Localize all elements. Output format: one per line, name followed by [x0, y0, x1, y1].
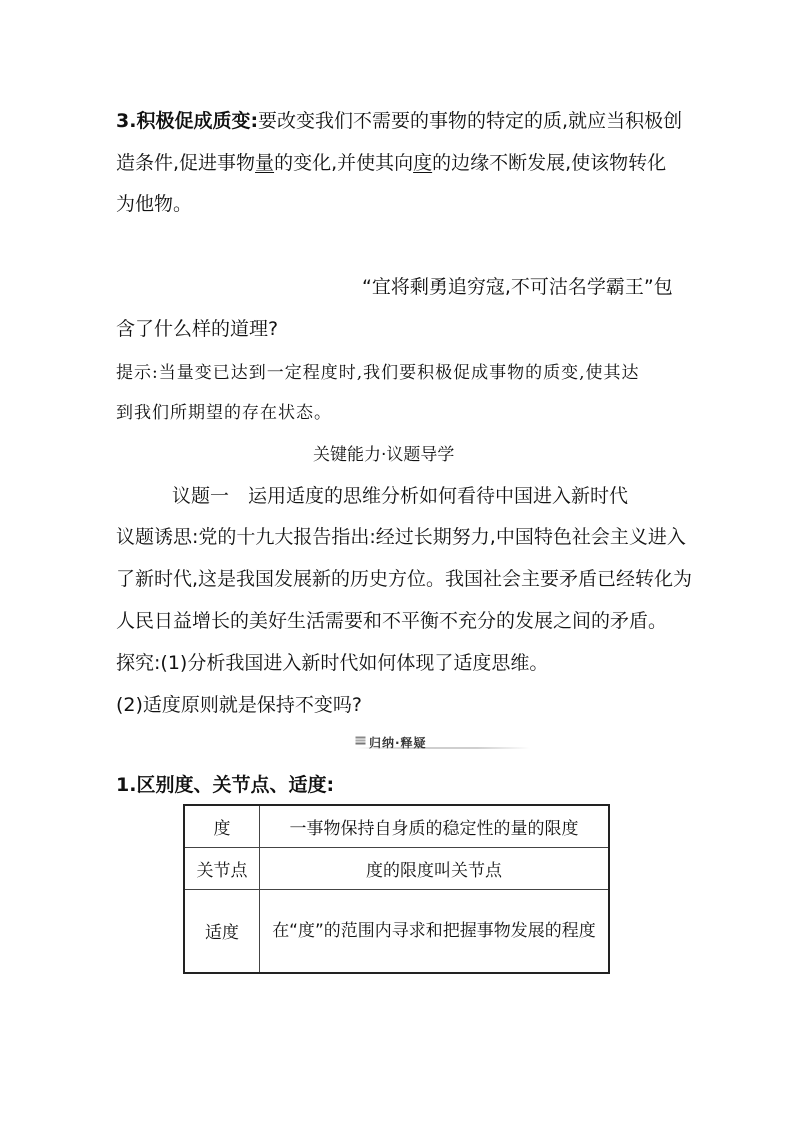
table-row: [184, 805, 609, 847]
section3-line1-text: 要改变我们不需要的事物的特定的质,就应当积极创: [258, 110, 683, 132]
table-term-cell: 关节点: [184, 847, 260, 889]
section3-line2-part-c: 的边缘不断发展,使该物转化: [432, 152, 667, 174]
section3-line2-part-a: 造条件,促进事物: [116, 152, 256, 174]
table-definition-cell: 度的限度叫关节点: [260, 847, 610, 889]
section3-underlined-quantity: 量: [255, 152, 275, 174]
table-definition-text: 在“度”的范围内寻求和把握事物发展的程度: [272, 920, 596, 941]
section3-line2-part-b: 的变化,并使其向: [274, 152, 414, 174]
topic-intro-line1: 议题诱思:党的十九大报告指出:经过长期努力,中国特色社会主义进入: [116, 526, 686, 548]
hint-line2: 到我们所期望的存在状态。: [116, 403, 332, 423]
topic-explore-2: (2)适度原则就是保持不变吗?: [116, 694, 362, 716]
question-line1: “宜将剩勇追穷寇,不可沽名学霸王”包: [362, 276, 673, 298]
degree-comparison-table: [183, 804, 610, 974]
badge-label: 归纳·释疑: [369, 736, 427, 750]
section3-underlined-degree: 度: [413, 152, 433, 174]
table-definition-cell: 一事物保持自身质的稳定性的量的限度: [260, 805, 610, 847]
table-row: [184, 889, 609, 973]
section3-line1: [116, 106, 682, 133]
summary-heading: 1.区别度、关节点、适度:: [116, 774, 335, 796]
table-row: [184, 847, 609, 889]
table-term-cell: 适度: [184, 889, 260, 973]
section3-line3: 为他物。: [116, 193, 193, 215]
topic-explore-1: 探究:(1)分析我国进入新时代如何体现了适度思维。: [116, 652, 549, 674]
book-stack-icon: [355, 736, 366, 745]
topic-intro-line3: 人民日益增长的美好生活需要和不平衡不充分的发展之间的矛盾。: [116, 610, 668, 632]
hint-line1: 提示:当量变已达到一定程度时,我们要积极促成事物的质变,使其达: [116, 363, 640, 383]
table-term-cell: 度: [184, 805, 260, 847]
section3-prefix: 3.积极促成质变:: [116, 110, 259, 132]
question-line2: 含了什么样的道理?: [116, 318, 279, 340]
section3-line2: [116, 148, 666, 175]
table-definition-cell: [260, 889, 610, 973]
summary-badge: [355, 734, 530, 750]
topic-intro-line2: 了新时代,这是我国发展新的历史方位。我国社会主要矛盾已经转化为: [116, 568, 693, 590]
section-heading: 关键能力·议题导学: [313, 445, 455, 465]
topic-title: 议题一 运用适度的思维分析如何看待中国进入新时代: [172, 485, 629, 507]
